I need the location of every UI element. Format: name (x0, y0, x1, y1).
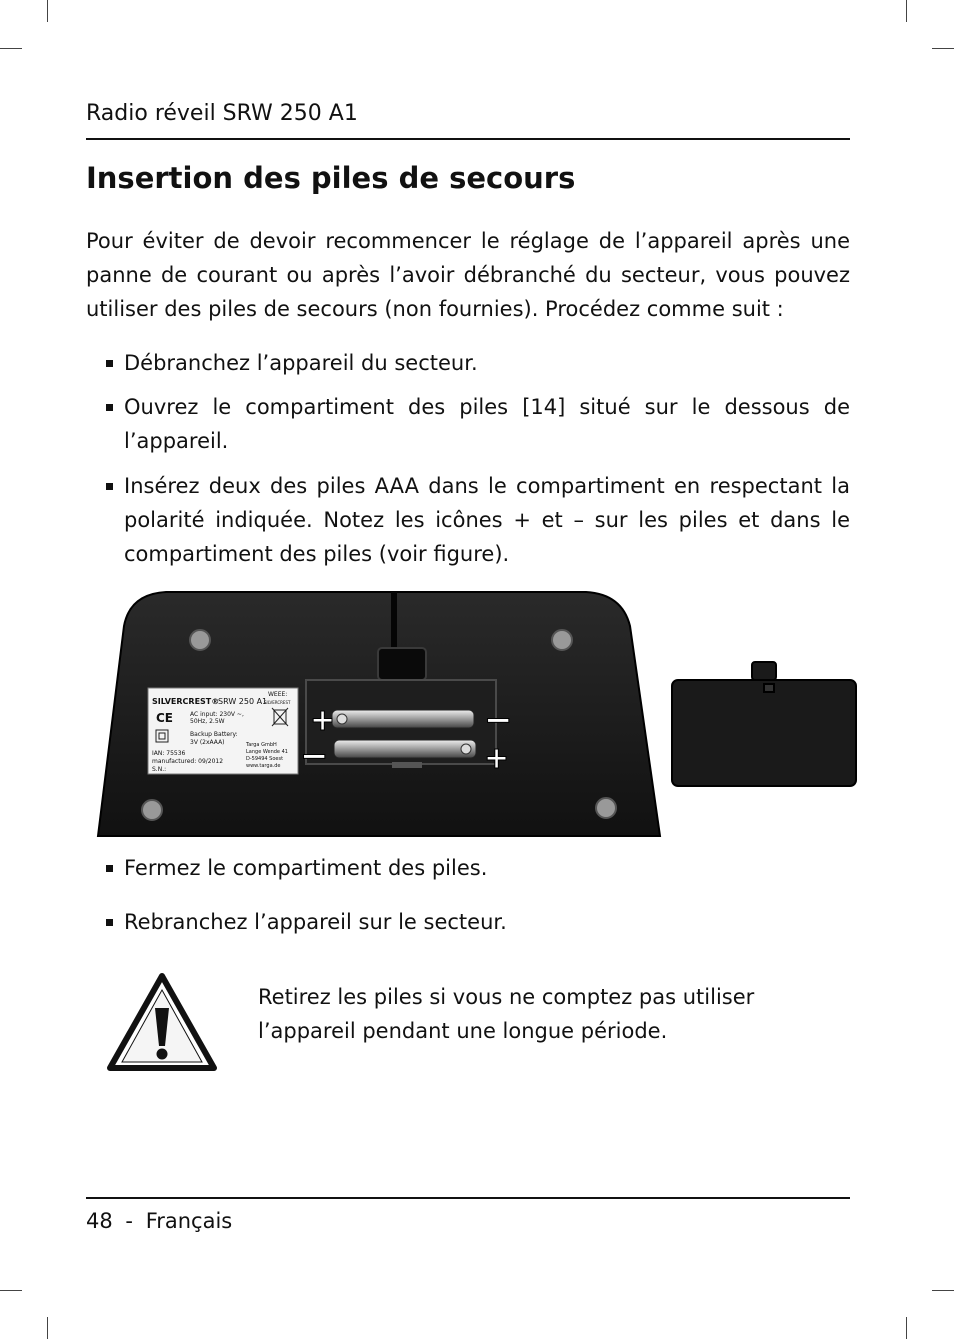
page-footer (86, 1205, 850, 1237)
warning-icon (106, 972, 218, 1072)
minus-icon: − (484, 700, 513, 740)
list-item: Débranchez l’appareil du secteur. (106, 346, 850, 380)
section-title: Insertion des piles de secours (86, 161, 576, 195)
battery-lid (672, 662, 856, 786)
label-sn: S.N.: (152, 766, 167, 773)
footer-language: Français (145, 1209, 233, 1233)
warning-text: Retirez les piles si vous ne comptez pas utiliser l’appareil pendant une longue période. (258, 985, 755, 1043)
battery-compartment-figure (96, 588, 860, 840)
label-weee-brand: SILVERCREST (264, 700, 291, 705)
list-item: Rebranchez l’appareil sur le secteur. (106, 905, 850, 939)
label-weee: WEEE: (268, 691, 288, 698)
label-ce: CE (156, 711, 174, 725)
label-model: SRW 250 A1 (218, 697, 268, 706)
intro-paragraph: Pour éviter de devoir recommencer le réglage de l’appareil après une panne de courant ou après l’avoir débranché du secteur, vous pouvez utiliser des piles de secours (non fournies). Procédez comme suit : (86, 229, 850, 321)
list-item: Fermez le compartiment des piles. (106, 851, 850, 885)
crop-mark (0, 1290, 22, 1291)
label-street: Lange Wende 41 (246, 749, 288, 755)
plus-icon: + (310, 703, 336, 738)
screw-icon (142, 800, 162, 820)
crop-mark (0, 48, 22, 49)
battery-icon (334, 740, 476, 758)
running-header: Radio réveil SRW 250 A1 (86, 101, 358, 126)
label-ac-freq: 50Hz, 2.5W (190, 718, 225, 725)
label-city: D-59494 Soest (246, 756, 284, 762)
plus-icon: + (484, 741, 510, 776)
footer-separator: - (125, 1209, 133, 1233)
label-ian: IAN: 75536 (152, 750, 186, 757)
label-company: Targa GmbH (246, 742, 277, 748)
list-item: Insérez deux des piles AAA dans le compartiment en respectant la polarité indiquée. Notez les icônes + et – sur les piles et dans le compartiment des piles (voir figure). (106, 469, 850, 571)
label-backup-battery: Backup Battery: (190, 731, 238, 738)
crop-mark (932, 48, 954, 49)
crop-mark (906, 1317, 907, 1339)
page-number: 48 (86, 1209, 113, 1233)
label-web: www.targa.de (246, 763, 281, 769)
screw-icon (190, 630, 210, 650)
minus-icon: − (300, 736, 329, 776)
crop-mark (47, 1317, 48, 1339)
crop-mark (932, 1290, 954, 1291)
screw-icon (552, 630, 572, 650)
label-backup-spec: 3V (2xAAA) (190, 739, 225, 746)
list-item: Ouvrez le compartiment des piles [14] situé sur le dessous de l’appareil. (106, 390, 850, 458)
screw-icon (596, 798, 616, 818)
label-manufactured: manufactured: 09/2012 (152, 758, 224, 765)
crop-mark (47, 0, 48, 22)
crop-mark (906, 0, 907, 22)
label-ac-input: AC input: 230V ~, (190, 711, 244, 718)
label-brand: SILVERCREST® (152, 697, 220, 706)
header-rule (86, 138, 850, 140)
footer-rule (86, 1197, 850, 1199)
battery-icon (332, 710, 474, 728)
